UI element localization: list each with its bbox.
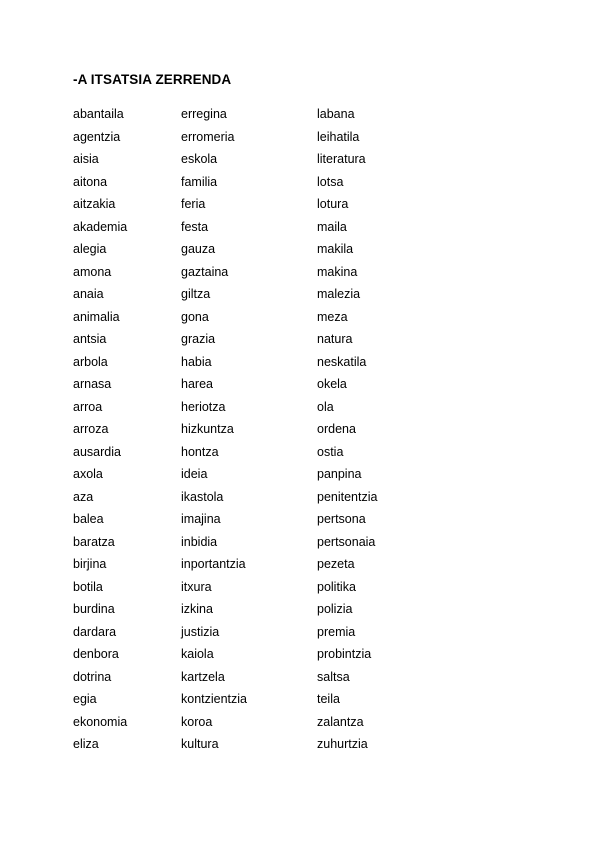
word-item: akademia xyxy=(73,219,128,234)
word-item: eskola xyxy=(181,152,218,166)
word-item: saltsa xyxy=(317,669,350,684)
word-item: ordena xyxy=(317,422,356,436)
word-item: pertsonaia xyxy=(317,534,376,549)
word-item: inbidia xyxy=(181,534,218,549)
word-item: arroza xyxy=(73,422,109,436)
word-item: birjina xyxy=(73,557,107,571)
word-item: habia xyxy=(181,354,212,369)
word-item: lotsa xyxy=(317,174,344,189)
word-item: polizia xyxy=(317,602,353,616)
word-item: pertsona xyxy=(317,512,366,526)
word-item: aitzakia xyxy=(73,197,116,211)
word-item: inportantzia xyxy=(181,557,246,571)
word-item: heriotza xyxy=(181,399,226,414)
word-item: eliza xyxy=(73,737,99,751)
word-item: ola xyxy=(317,399,334,414)
word-item: izkina xyxy=(181,602,213,616)
word-item: ekonomia xyxy=(73,714,128,729)
word-item: agentzia xyxy=(73,129,121,144)
word-item: aitona xyxy=(73,174,108,189)
word-item: maila xyxy=(317,219,347,234)
word-item: hontza xyxy=(181,444,219,459)
word-item: gauza xyxy=(181,242,216,256)
word-column-2 xyxy=(181,105,247,758)
word-item: erromeria xyxy=(181,129,235,144)
word-item: antsia xyxy=(73,332,107,346)
word-item: politika xyxy=(317,579,356,594)
word-item: neskatila xyxy=(317,354,367,369)
word-item: malezia xyxy=(317,287,361,301)
word-item: balea xyxy=(73,512,104,526)
word-item: feria xyxy=(181,197,206,211)
word-item: justizia xyxy=(181,624,220,639)
word-item: pezeta xyxy=(317,557,355,571)
word-item: dardara xyxy=(73,624,117,639)
word-item: teila xyxy=(317,692,340,706)
word-item: meza xyxy=(317,309,348,324)
word-item: labana xyxy=(317,107,355,121)
word-item: erregina xyxy=(181,107,227,121)
word-item: festa xyxy=(181,219,209,234)
word-item: okela xyxy=(317,377,347,391)
word-column-1 xyxy=(73,105,127,758)
word-item: kaiola xyxy=(181,647,214,661)
word-item: familia xyxy=(181,174,218,189)
word-item: zuhurtzia xyxy=(317,737,368,751)
word-item: botila xyxy=(73,579,103,594)
word-item: koroa xyxy=(181,714,213,729)
word-item: baratza xyxy=(73,534,115,549)
word-item: panpina xyxy=(317,467,362,481)
word-item: kontzientzia xyxy=(181,692,248,706)
word-item: literatura xyxy=(317,152,366,166)
word-item: axola xyxy=(73,467,103,481)
word-item: giltza xyxy=(181,287,211,301)
word-item: leihatila xyxy=(317,129,360,144)
word-item: harea xyxy=(181,377,213,391)
word-item: animalia xyxy=(73,309,120,324)
word-item: denbora xyxy=(73,647,119,661)
document-title: -A ITSATSIA ZERRENDA xyxy=(73,72,232,87)
word-item: abantaila xyxy=(73,107,124,121)
word-item: arroa xyxy=(73,399,103,414)
word-item: penitentzia xyxy=(317,489,378,504)
word-item: dotrina xyxy=(73,669,112,684)
word-item: egia xyxy=(73,692,97,706)
word-item: ikastola xyxy=(181,489,224,504)
word-item: kartzela xyxy=(181,669,225,684)
word-item: lotura xyxy=(317,197,349,211)
word-item: kultura xyxy=(181,737,219,751)
word-item: ostia xyxy=(317,444,344,459)
word-item: alegia xyxy=(73,242,107,256)
word-item: arnasa xyxy=(73,377,112,391)
word-item: premia xyxy=(317,624,356,639)
word-item: probintzia xyxy=(317,647,372,661)
word-item: gaztaina xyxy=(181,264,229,279)
word-item: anaia xyxy=(73,287,104,301)
word-item: gona xyxy=(181,309,209,324)
word-item: aza xyxy=(73,489,94,504)
word-item: arbola xyxy=(73,354,108,369)
word-item: burdina xyxy=(73,602,115,616)
word-item: amona xyxy=(73,264,112,279)
word-item: natura xyxy=(317,332,353,346)
word-item: zalantza xyxy=(317,714,364,729)
word-item: ideia xyxy=(181,467,208,481)
word-item: ausardia xyxy=(73,444,121,459)
word-item: hizkuntza xyxy=(181,422,234,436)
word-item: aisia xyxy=(73,152,99,166)
word-item: itxura xyxy=(181,579,212,594)
word-item: imajina xyxy=(181,512,221,526)
word-column-3 xyxy=(317,105,377,758)
word-item: grazia xyxy=(181,332,216,346)
word-item: makina xyxy=(317,264,358,279)
word-item: makila xyxy=(317,242,354,256)
